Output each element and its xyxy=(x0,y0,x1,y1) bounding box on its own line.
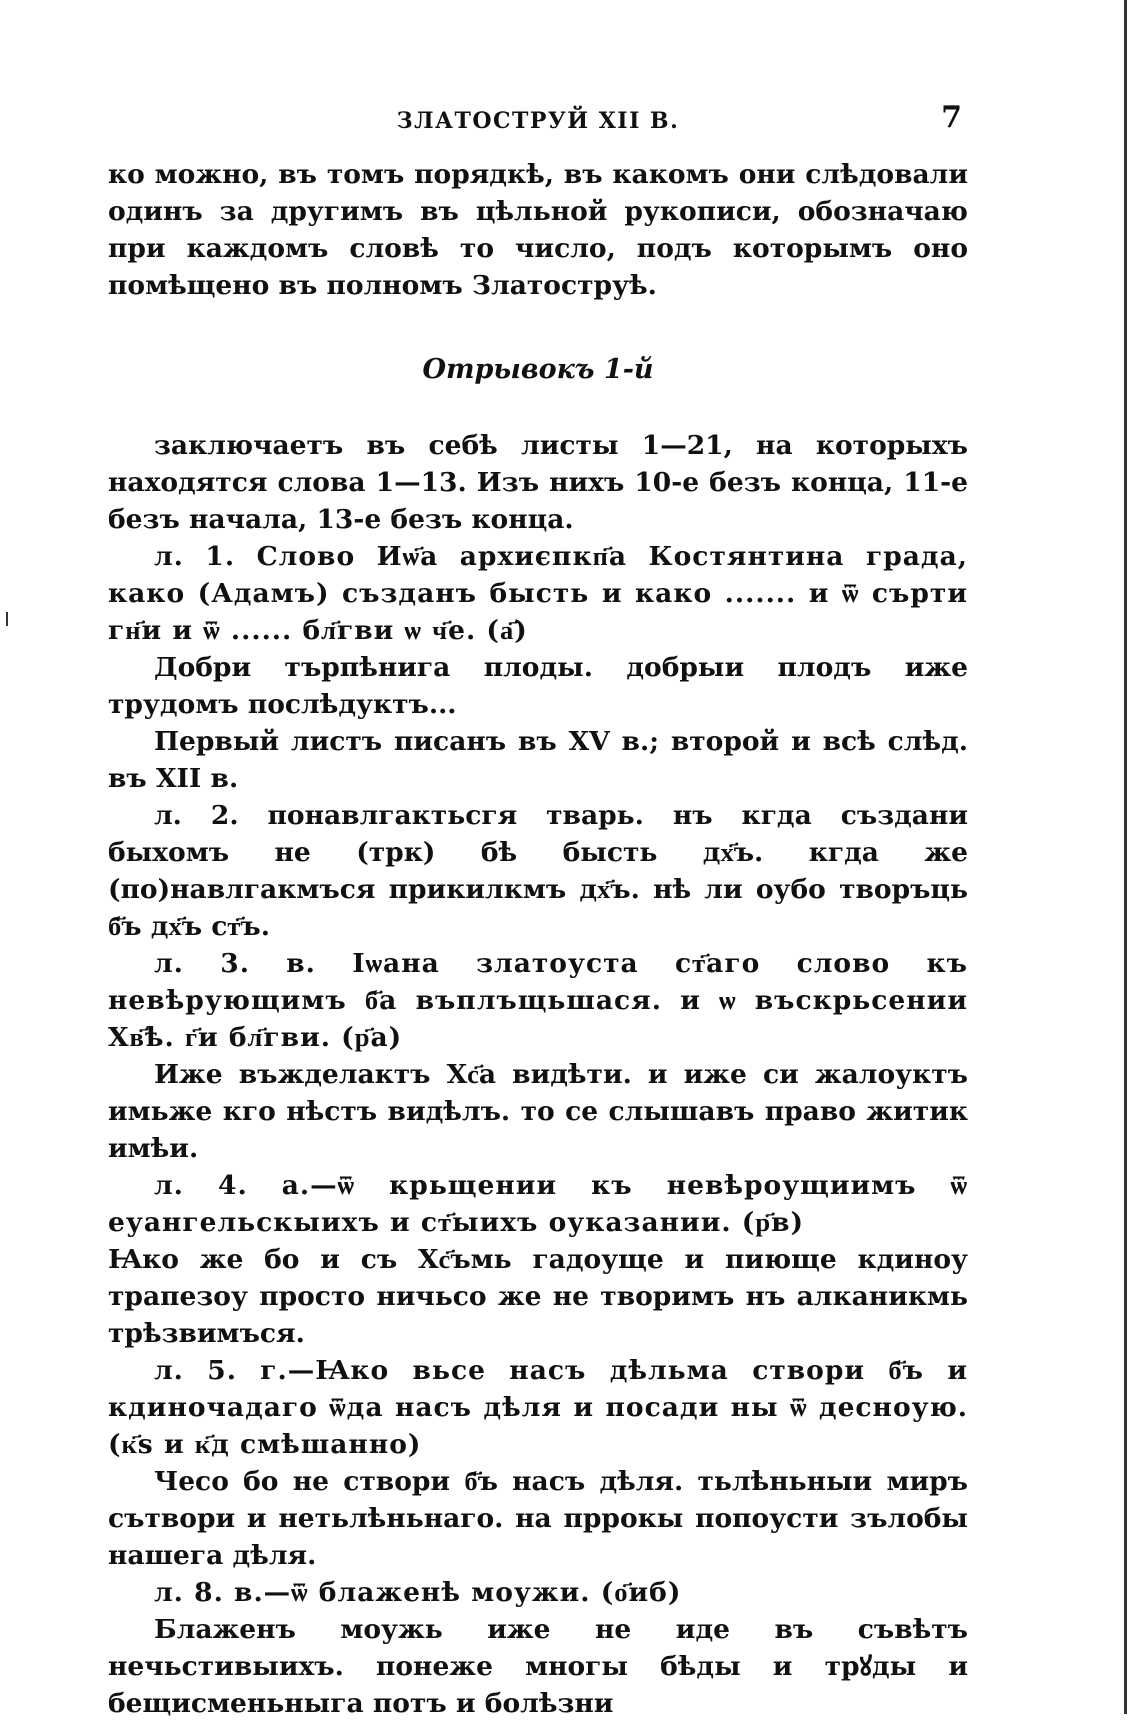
entry-leaf-3: л. 3. в. Іѡана златоуста ст҃аго слово къ невѣрующимъ б҃а въплъщьшася. и ѡ въскрьсении Хв҃ѣ. г҃и бл҃гви. (р҃а) xyxy=(108,948,968,1053)
quote-leaf-8: Блаженъ моужь иже не иде въ съвѣтъ нечьстивыихъ. понеже многы бѣды и трꙋды и бещисменьныга потъ и болѣзни xyxy=(108,1614,968,1719)
paragraph-1: заключаетъ въ себѣ листы 1—21, на которыхъ находятся слова 1—13. Изъ нихъ 10-е безъ конца, 11-е безъ начала, 13-е безъ конца. xyxy=(108,430,968,535)
left-edge-mark xyxy=(6,612,8,626)
quote-leaf-4: Ꙗко же бо и съ Хс҃ъмь гадоуще и пиюще кдиноу трапезоу просто ничьсо же не творимъ нъ алканикмь трѣзвимъся. xyxy=(108,1244,968,1349)
entry-leaf-4: л. 4. а.—ѿ крьщении къ невѣроущиимъ ѿ еуангельскыихъ и ст҃ыихъ оуказании. (р҃в) xyxy=(108,1170,968,1238)
note-leaf-1: Первый листъ писанъ въ XV в.; второй и всѣ слѣд. въ XII в. xyxy=(108,726,968,794)
quote-leaf-1: Добри търпѣнига плоды. добрыи плодъ иже трудомъ послѣдуктъ... xyxy=(108,652,968,720)
page-number: 7 xyxy=(941,100,962,135)
entry-leaf-8: л. 8. в.—ѿ блаженѣ моужи. (о҃иб) xyxy=(154,1577,682,1608)
quote-leaf-5: Чесо бо не створи б҃ъ насъ дѣля. тьлѣньныи миръ сътвори и нетьлѣньнаго. на пррокы попоусти зълобы нашега дѣля. xyxy=(108,1466,968,1571)
running-head xyxy=(108,100,968,156)
entry-leaf-1: л. 1. Слово Иѡ҃а архиєпкп҃а Костянтина града, како (Адамъ) създанъ бысть и како ....... и ѿ сърти гн҃и и ѿ ...... бл҃гви ѡ ч҃е. (а҃) xyxy=(108,541,968,646)
entry-leaf-5: л. 5. г.—Ꙗко вьсе насъ дѣльма створи б҃ъ и кдиночадаго ѿда насъ дѣля и посади ны ѿ десноую. (к҃ѕ и к҃д смѣшанно) xyxy=(108,1355,968,1460)
intro-paragraph: ко можно, въ томъ порядкѣ, въ какомъ они слѣдовали одинъ за другимъ въ цѣльной рукописи, обозначаю при каждомъ словѣ то число, подъ которымъ оно помѣщено въ полномъ Златоструѣ. xyxy=(108,159,968,301)
section-title: Отрывокъ 1-й xyxy=(422,354,654,385)
right-edge-mark xyxy=(1124,0,1127,1714)
page xyxy=(108,100,968,1722)
quote-leaf-3: Иже въжделактъ Хс҃а видѣти. и иже си жалоуктъ имьже кго нѣстъ видѣлъ. то се слышавъ право житик имѣи. xyxy=(108,1059,968,1164)
running-head-title: ЗЛАТОСТРУЙ XII В. xyxy=(396,108,680,134)
entry-leaf-2: л. 2. понавлгактьсгя тварь. нъ кгда създани быхомъ не (трк) бѣ бысть дх҃ъ. кгда же (по)навлгакмъся прикилкмъ дх҃ъ. нѣ ли оубо творъць б҃ъ дх҃ъ ст҃ъ. xyxy=(108,800,968,942)
